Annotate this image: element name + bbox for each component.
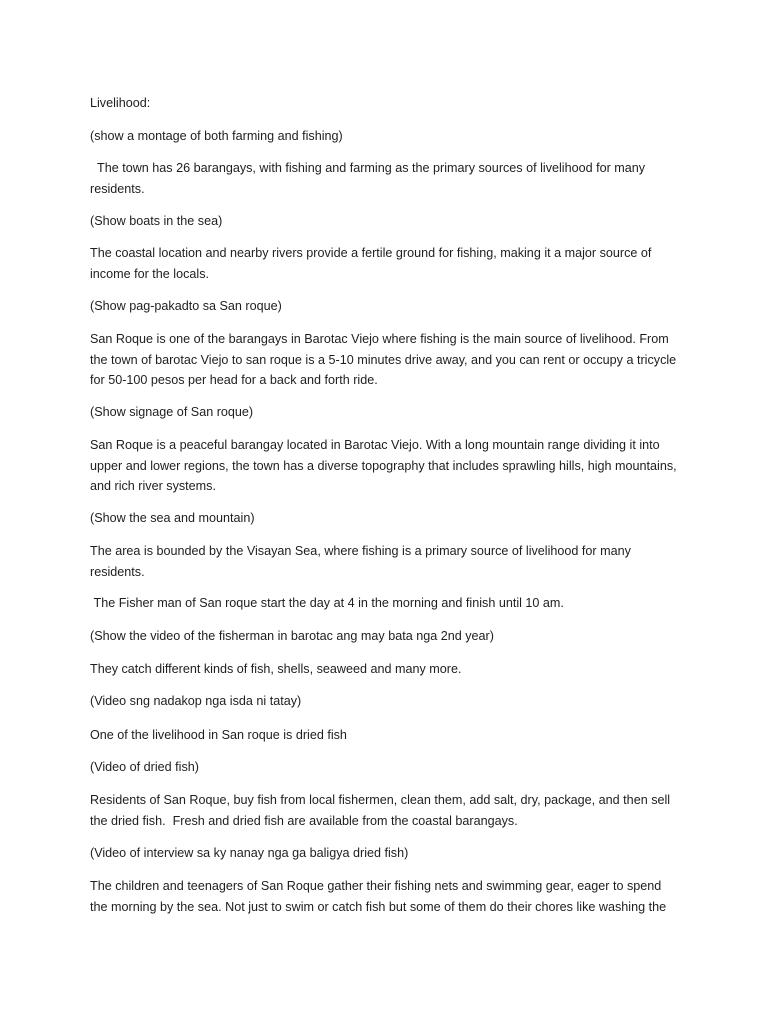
shot-note: (Video of dried fish) xyxy=(90,760,199,774)
body-paragraph: Residents of San Roque, buy fish from local fishermen, clean them, add salt, dry, package, and then sell the dried fish. Fresh and dried fish are available from the coastal barangays. xyxy=(90,793,674,828)
body-paragraph: One of the livelihood in San roque is dried fish xyxy=(90,728,347,742)
shot-note: (Video sng nadakop nga isda ni tatay) xyxy=(90,694,302,708)
shot-note: (Show signage of San roque) xyxy=(90,405,254,419)
body-paragraph: The Fisher man of San roque start the day at 4 in the morning and finish until 10 am. xyxy=(90,596,564,610)
shot-note: (Show the video of the fisherman in barotac ang may bata nga 2nd year) xyxy=(90,629,494,643)
shot-note: (Show the sea and mountain) xyxy=(90,511,255,525)
body-paragraph: The coastal location and nearby rivers provide a fertile ground for fishing, making it a major source of income for the locals. xyxy=(90,246,655,281)
shot-note: (show a montage of both farming and fishing) xyxy=(90,129,343,143)
section-heading-livelihood: Livelihood: xyxy=(90,96,151,110)
body-paragraph: San Roque is a peaceful barangay located in Barotac Viejo. With a long mountain range dividing it into upper and lower regions, the town has a diverse topography that includes sprawling hills, high mountains, and rich river systems. xyxy=(90,438,681,493)
shot-note: (Show boats in the sea) xyxy=(90,214,223,228)
body-paragraph: The area is bounded by the Visayan Sea, where fishing is a primary source of livelihood for many residents. xyxy=(90,544,635,579)
body-paragraph: The children and teenagers of San Roque gather their fishing nets and swimming gear, eager to spend the morning by the sea. Not just to swim or catch fish but some of them do their chores like washing the xyxy=(90,879,667,914)
body-paragraph: They catch different kinds of fish, shells, seaweed and many more. xyxy=(90,662,462,676)
shot-note: (Video of interview sa ky nanay nga ga baligya dried fish) xyxy=(90,846,409,860)
shot-note: (Show pag-pakadto sa San roque) xyxy=(90,299,282,313)
body-paragraph: San Roque is one of the barangays in Barotac Viejo where fishing is the main source of livelihood. From the town of barotac Viejo to san roque is a 5-10 minutes drive away, and you can rent or occupy a tricycle for 50-100 pesos per head for a back and forth ride. xyxy=(90,332,680,387)
body-paragraph: The town has 26 barangays, with fishing and farming as the primary sources of livelihood for many residents. xyxy=(90,161,649,196)
